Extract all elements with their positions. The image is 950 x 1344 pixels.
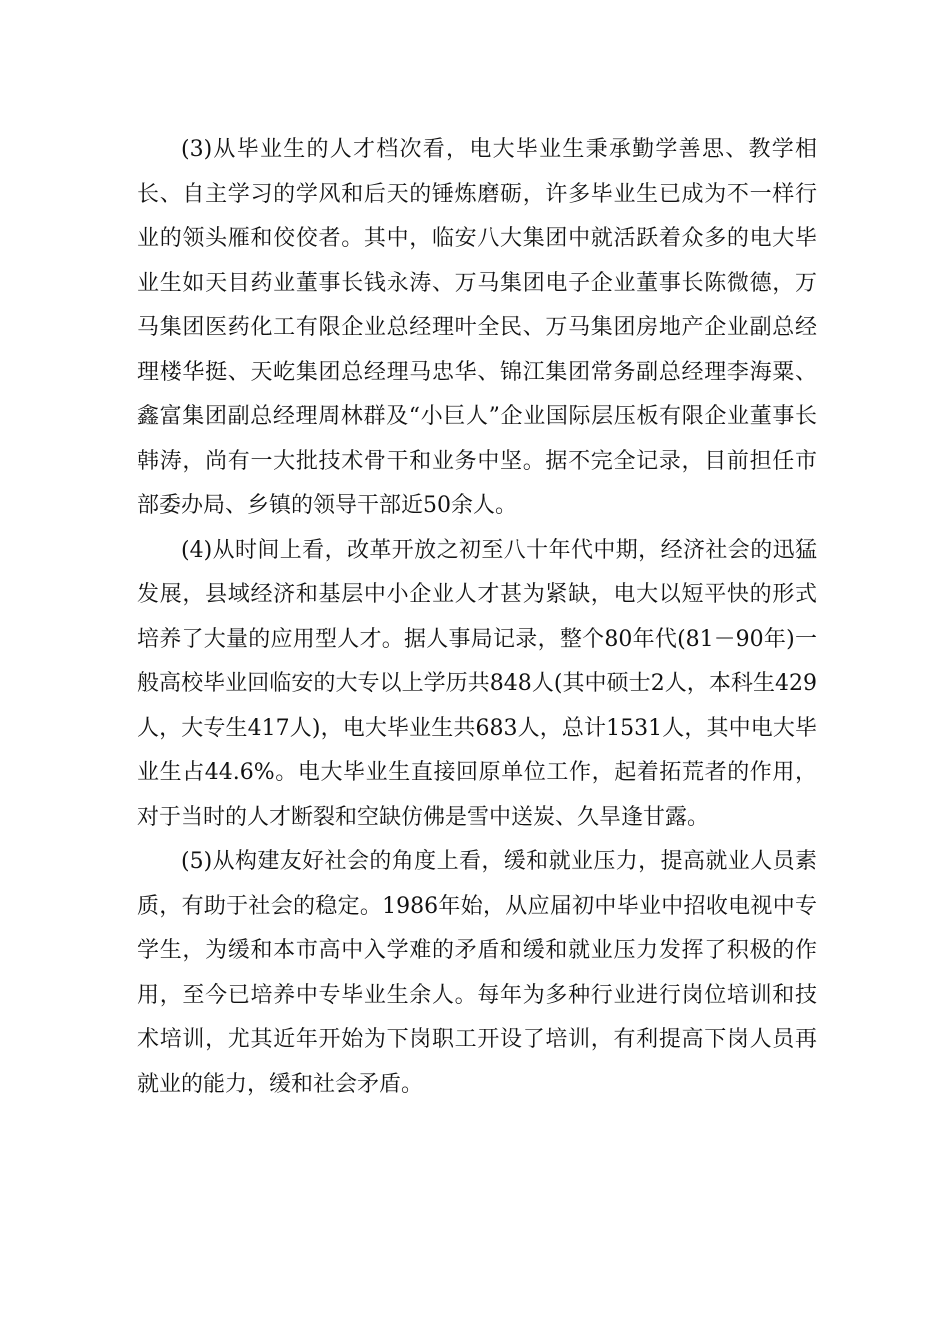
paragraph-graduate-talent-level: (3)从毕业生的人才档次看，电大毕业生秉承勤学善思、教学相长、自主学习的学风和后天的锤炼磨砺，许多毕业生已成为不一样行业的领头雁和佼佼者。其中，临安八大集团中就活跃着众多的电大毕业生如天目药业董事长钱永涛、万马集团电子企业董事长陈微德，万马集团医药化工有限企业总经理叶全民、万马集团房地产企业副总经理楼华挺、天屹集团总经理马忠华、锦江集团常务副总经理李海粟、鑫富集团副总经理周林群及“小巨人”企业国际层压板有限企业董事长韩涛，尚有一大批技术骨干和业务中坚。据不完全记录，目前担任市部委办局、乡镇的领导干部近50余人。: [137, 137, 817, 518]
paragraph-harmonious-society: (5)从构建友好社会的角度上看，缓和就业压力，提高就业人员素质，有助于社会的稳定。1986年始，从应届初中毕业中招收电视中专学生，为缓和本市高中入学难的矛盾和缓和就业压力发挥了积极的作用，至今已培养中专毕业生余人。每年为多种行业进行岗位培训和技术培训，尤其近年开始为下岗职工开设了培训，有利提高下岗人员再就业的能力，缓和社会矛盾。: [137, 849, 817, 1097]
document-body: [137, 128, 817, 1107]
paragraph-time-perspective: (4)从时间上看，改革开放之初至八十年代中期，经济社会的迅猛发展，县域经济和基层中小企业人才甚为紧缺，电大以短平快的形式培养了大量的应用型人才。据人事局记录，整个80年代(81－90年)一般高校毕业回临安的大专以上学历共848人(其中硕士2人，本科生429人，大专生417人)，电大毕业生共683人，总计1531人，其中电大毕业生占44.6%。电大毕业生直接回原单位工作，起着拓荒者的作用，对于当时的人才断裂和空缺仿佛是雪中送炭、久旱逢甘露。: [137, 537, 817, 830]
